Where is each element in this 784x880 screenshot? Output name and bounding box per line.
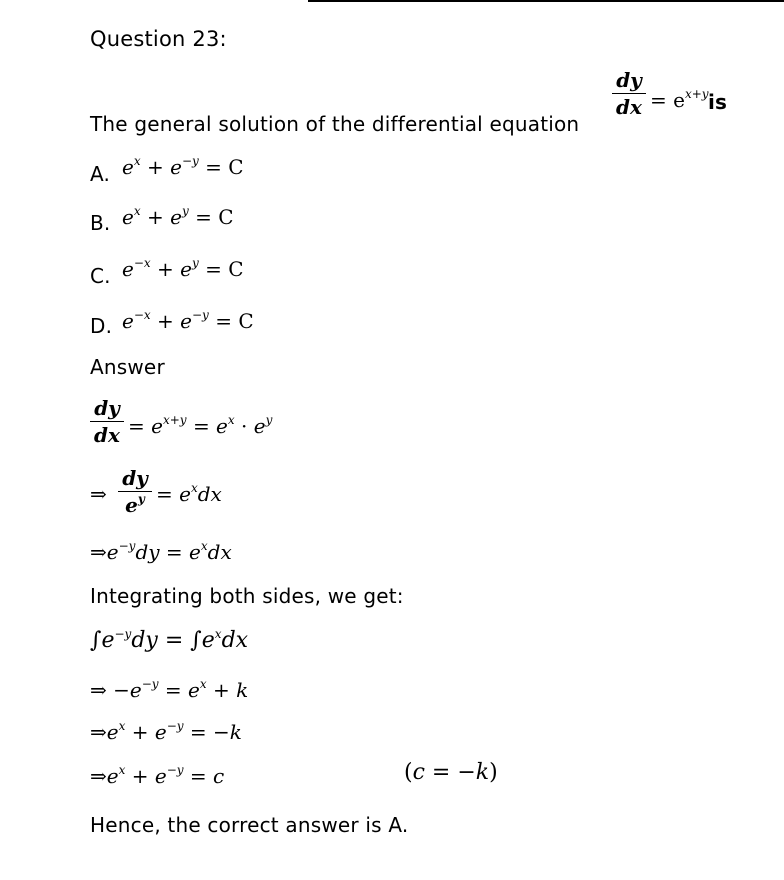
option-b-label: B. (90, 211, 111, 235)
question-title: Question 23: (90, 27, 227, 51)
step1-fraction: dy dx (90, 396, 124, 447)
conclusion: Hence, the correct answer is A. (90, 813, 409, 837)
option-d-expr (122, 309, 254, 333)
fraction-numerator: dy (616, 68, 642, 92)
fraction-denominator: dx (616, 95, 642, 119)
step3: $\Rightarrow e^{-y}dy = e^xdx$ (90, 539, 232, 564)
step7: $\Rightarrow e^x + e^{-y} = c$ (90, 763, 225, 788)
question-fraction (612, 68, 646, 119)
step5: ⇒ $-e^{-y} = e^x + k$ (90, 677, 249, 702)
option-a-label: A. (90, 162, 111, 186)
step1-rhs: = $e^{x+y} = e^x \cdot e^y$ (128, 413, 273, 438)
step2-rhs: = $e^xdx$ (156, 481, 222, 506)
question-rhs (650, 88, 709, 112)
rhs-base: = e (650, 88, 685, 112)
option-d-render: $e^{-x} + e^{-y} = C$ (122, 308, 254, 333)
top-rule (308, 0, 784, 2)
step2-fraction: dy $e^y$ (118, 466, 152, 520)
option-c-expr (122, 257, 244, 281)
option-c-label: C. (90, 264, 111, 288)
integrating-text: Integrating both sides, we get: (90, 584, 404, 608)
rhs-exponent: x+y (684, 87, 709, 101)
answer-heading: Answer (90, 355, 165, 379)
question-stem: The general solution of the differential equation (90, 112, 580, 136)
question-is: is (708, 90, 728, 114)
step6: $\Rightarrow e^x + e^{-y} = -k$ (90, 719, 242, 744)
option-b-render: $e^x + e^y = C$ (122, 204, 234, 229)
option-b-expr (122, 205, 234, 229)
step4: $\int e^{-y}dy = \int e^xdx$ (90, 627, 249, 653)
option-d-label: D. (90, 314, 113, 338)
fraction-bar (612, 93, 646, 94)
step2-arrow: ⇒ (90, 482, 107, 506)
option-c-render: $e^{-x} + e^y = C$ (122, 256, 244, 281)
option-a-render: $e^x + e^{-y} = C$ (122, 154, 244, 179)
step7-note: (c = −k) (404, 760, 498, 785)
option-a-expr (122, 155, 244, 179)
